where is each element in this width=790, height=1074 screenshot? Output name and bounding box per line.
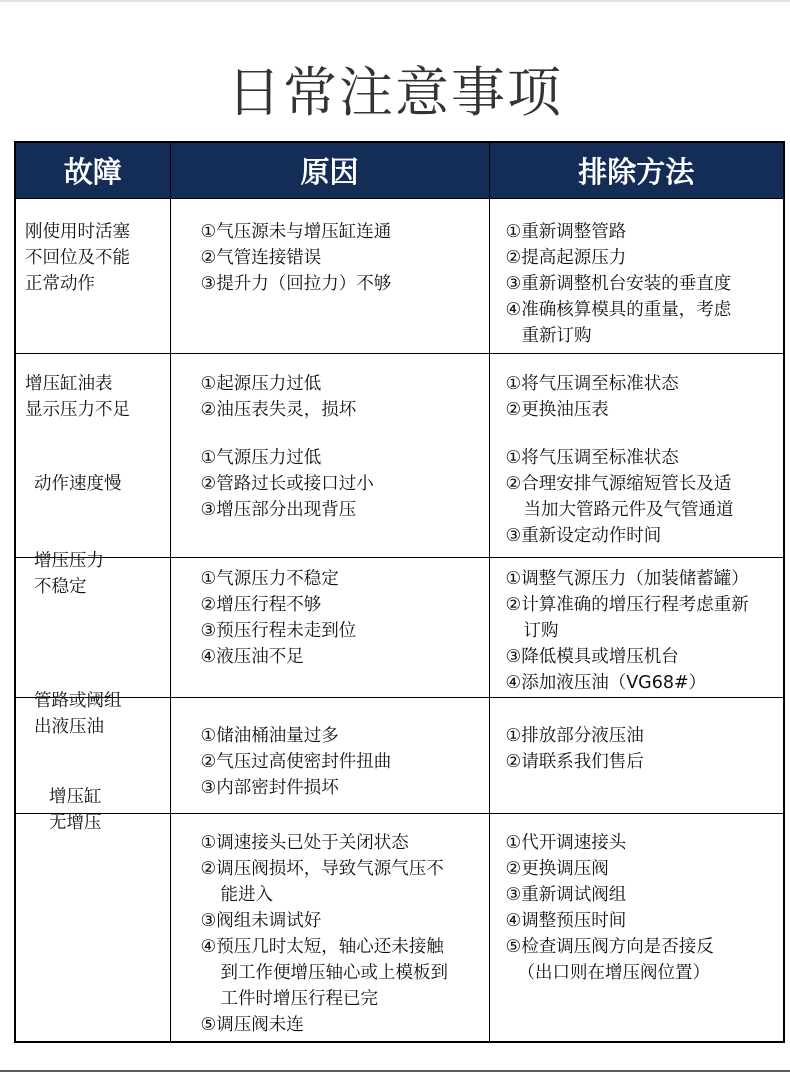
fault-cell — [15, 198, 170, 353]
fix-item: ⑤检查调压阀方向是否接反 — [505, 936, 714, 957]
fault-line: 不回位及不能 — [25, 247, 130, 268]
page-title: 日常注意事项 — [227, 61, 563, 124]
fix-item: ②请联系我们售后 — [505, 751, 644, 772]
cause-item: ①气源压力不稳定 — [200, 568, 339, 589]
cause-item: ④预压几时太短，轴心还未接触 — [200, 936, 444, 957]
fix-item: ④准确核算模具的重量，考虑 — [505, 299, 732, 320]
group-gap — [490, 423, 784, 445]
fault-line: 增压缸油表 — [25, 373, 113, 394]
cause-item: ①起源压力过低 — [200, 373, 322, 394]
fault-cell — [15, 353, 170, 557]
fault-line: 不稳定 — [34, 576, 87, 597]
fix-item: ②合理安排气源缩短管长及适 — [505, 473, 732, 494]
header-fix: 排除方法 — [489, 142, 784, 198]
fix-item: ①代开调速接头 — [505, 832, 627, 853]
fault-line: 刚使用时活塞 — [25, 221, 130, 242]
bottom-divider — [0, 1070, 790, 1072]
fix-item: ③降低模具或增压机台 — [505, 646, 679, 667]
cause-cell — [170, 557, 489, 697]
cause-cell — [170, 353, 489, 557]
cause-cell — [170, 198, 489, 353]
header-cause: 原因 — [170, 142, 489, 198]
header-fault: 故障 — [15, 142, 170, 198]
fault-cell — [15, 786, 170, 1042]
table-header-row — [15, 142, 784, 198]
fix-item-continued: 当加大管路元件及气管通道 — [523, 499, 734, 520]
cause-item: ②气管连接错误 — [200, 247, 322, 268]
fix-cell — [489, 557, 784, 697]
cause-item: ②增压行程不够 — [200, 594, 322, 615]
fix-item: ①将气压调至标准状态 — [505, 373, 679, 394]
cause-item: ③阀组未调试好 — [200, 910, 322, 931]
fix-item: ④调整预压时间 — [505, 910, 627, 931]
cause-item: ①调速接头已处于关闭状态 — [200, 832, 409, 853]
fault-line: 管路或阈组 — [34, 690, 122, 711]
fix-cell — [489, 198, 784, 353]
fault-line: 无增压 — [49, 812, 102, 833]
cause-cell — [170, 813, 489, 1042]
cause-item: ②管路过长或接口过小 — [200, 473, 374, 494]
cause-cell — [170, 697, 489, 813]
fix-item: ④添加液压油（VG68#） — [505, 672, 707, 693]
fix-item-continued: 订购 — [523, 620, 559, 641]
fix-cell — [489, 813, 784, 1042]
cause-item: ②调压阀损坏，导致气源气压不 — [200, 858, 444, 879]
troubleshooting-table — [14, 141, 785, 1043]
cause-item: ⑤调压阀未连 — [200, 1014, 304, 1035]
cause-item: ①气源压力过低 — [200, 447, 322, 468]
fix-item: ①排放部分液压油 — [505, 725, 644, 746]
fault-line: 出液压油 — [34, 716, 104, 737]
fix-item: ③重新调整机台安装的垂直度 — [505, 273, 732, 294]
fix-item: ③重新调试阀组 — [505, 884, 627, 905]
fault-line: 增压压力 — [34, 550, 104, 571]
group-gap — [171, 423, 489, 445]
fault-line: 动作速度慢 — [34, 473, 122, 494]
fault-line: 增压缸 — [49, 786, 102, 807]
cause-item: ②油压表失灵，损坏 — [200, 399, 357, 420]
fix-cell — [489, 697, 784, 813]
cause-item: ②气压过高使密封件扭曲 — [200, 751, 392, 772]
table-row — [15, 557, 784, 697]
fix-item: ③重新设定动作时间 — [505, 525, 662, 546]
top-divider — [0, 0, 790, 2]
cause-item-continued: 能进入 — [220, 884, 273, 905]
cause-item: ④液压油不足 — [200, 646, 304, 667]
fix-item: ①调整气源压力（加装储蓄罐） — [505, 568, 749, 589]
fix-cell — [489, 353, 784, 557]
table-row — [15, 353, 784, 557]
cause-item: ③增压部分出现背压 — [200, 499, 357, 520]
cause-item: ③提升力（回拉力）不够 — [200, 273, 392, 294]
fault-line: 显示压力不足 — [25, 399, 130, 420]
fix-item: ②更换调压阀 — [505, 858, 609, 879]
fix-item-continued: （出口则在增压阀位置） — [517, 962, 710, 983]
fault-cell — [15, 550, 170, 697]
cause-item: ①储油桶油量过多 — [200, 725, 339, 746]
fix-item: ①将气压调至标准状态 — [505, 447, 679, 468]
table-row — [15, 198, 784, 353]
fault-line: 正常动作 — [25, 273, 95, 294]
cause-item: ③内部密封件损坏 — [200, 777, 339, 798]
fix-item-continued: 重新订购 — [521, 325, 592, 346]
fix-item: ②计算准确的增压行程考虑重新 — [505, 594, 749, 615]
table-row — [15, 813, 784, 1042]
cause-item: ③预压行程未走到位 — [200, 620, 357, 641]
fix-item: ②提高起源压力 — [505, 247, 627, 268]
cause-item-continued: 到工作便增压轴心或上模板到 — [220, 962, 448, 983]
cause-item: ①气压源未与增压缸连通 — [200, 221, 392, 242]
fix-item: ②更换油压表 — [505, 399, 609, 420]
cause-item-continued: 工件时增压行程已完 — [220, 988, 378, 1009]
fix-item: ①重新调整管路 — [505, 221, 627, 242]
